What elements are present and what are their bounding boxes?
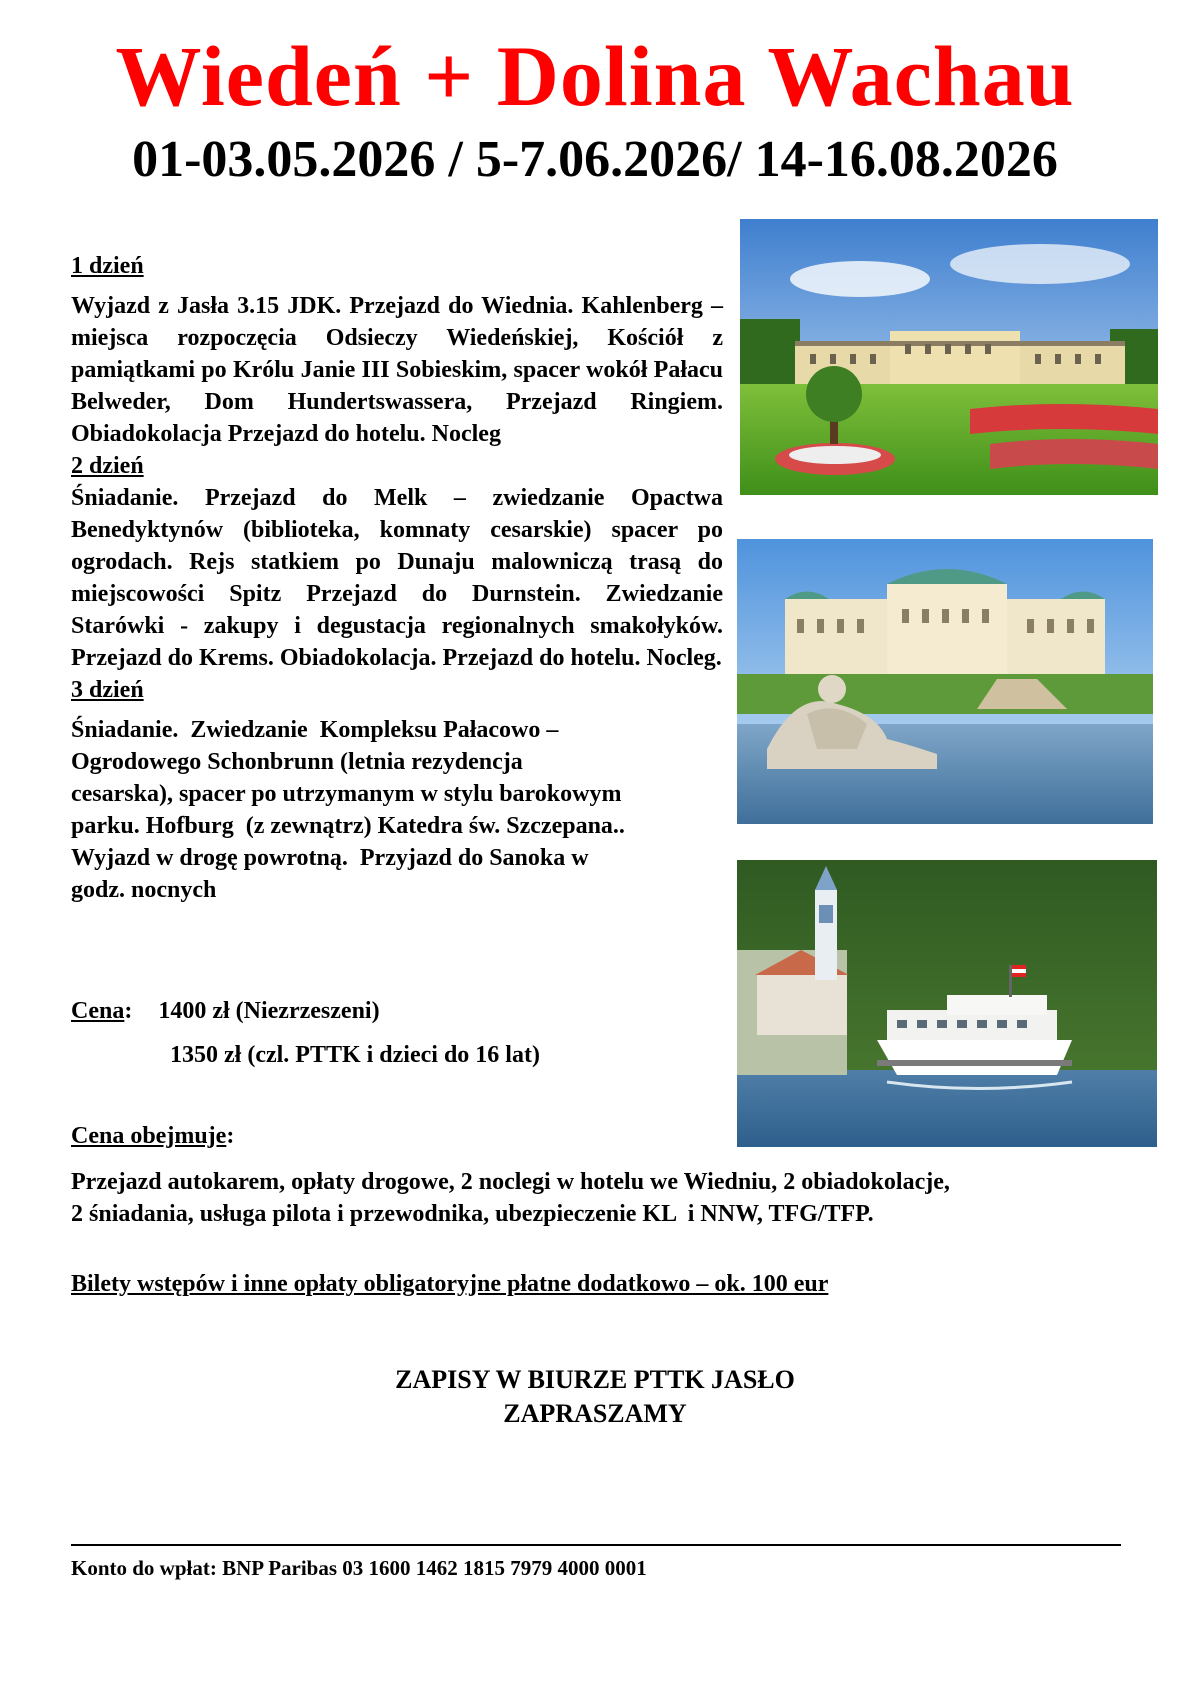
day-2-heading: 2 dzień	[71, 453, 144, 479]
day-1-heading: 1 dzień	[71, 253, 144, 279]
itinerary	[71, 250, 723, 906]
belvedere-fountain-photo	[737, 539, 1153, 824]
extra-fees-note: Bilety wstępów i inne opłaty obligatoryjne płatne dodatkowo – ok. 100 eur	[71, 1271, 829, 1297]
day-1-description: Wyjazd z Jasła 3.15 JDK. Przejazd do Wiednia. Kahlenberg – miejsca rozpoczęcia Odsieczy Wiedeńskiej, Kościół z pamiątkami po Królu Janie III Sobieskim, spacer wokół Pałacu Belweder, Dom Hundertswassera, Przejazd Ringiem. Obiadokolacja Przejazd do hotelu. Nocleg	[71, 293, 723, 447]
includes-line: 2 śniadania, usługa pilota i przewodnika, ubezpieczenie KL i NNW, TFG/TFP.	[71, 1201, 874, 1227]
palace-garden-photo	[740, 219, 1158, 495]
day-3-line: parku. Hofburg (z zewnątrz) Katedra św. Szczepana..	[71, 813, 625, 839]
price-label: Cena	[71, 998, 125, 1024]
includes-colon: :	[226, 1123, 235, 1149]
signup-block	[0, 1363, 1190, 1431]
includes-label: Cena obejmuje	[71, 1123, 227, 1149]
price-regular: 1400 zł (Niezrzeszeni)	[158, 998, 380, 1024]
invite-line: ZAPRASZAMY	[503, 1399, 687, 1428]
danube-ship-photo	[737, 860, 1157, 1147]
day-3-line: Śniadanie. Zwiedzanie Kompleksu Pałacowo –	[71, 717, 559, 743]
day-3-line: godz. nocnych	[71, 877, 217, 903]
bank-account: Konto do wpłat: BNP Paribas 03 1600 1462 1815 7979 4000 0001	[71, 1556, 647, 1580]
day-3-line: Ogrodowego Schonbrunn (letnia rezydencja	[71, 749, 523, 775]
trip-dates: 01-03.05.2026 / 5-7.06.2026/ 14-16.08.2026	[132, 131, 1058, 188]
day-3-line: Wyjazd w drogę powrotną. Przyjazd do Sanoka w	[71, 845, 589, 871]
price-reduced: 1350 zł (czl. PTTK i dzieci do 16 lat)	[170, 1042, 540, 1068]
includes-line: Przejazd autokarem, opłaty drogowe, 2 noclegi w hotelu we Wiedniu, 2 obiadokolacje,	[71, 1169, 950, 1195]
day-3-line: cesarska), spacer po utrzymanym w stylu barokowym	[71, 781, 622, 807]
price-regular-row	[71, 995, 380, 1027]
day-2-description: Śniadanie. Przejazd do Melk – zwiedzanie Opactwa Benedyktynów (biblioteka, komnaty cesarskie) spacer po ogrodach. Rejs statkiem po Dunaju malowniczą trasą do miejscowości Spitz Przejazd do Durnstein. Zwiedzanie Starówki - zakupy i degustacja regionalnych smakołyków. Przejazd do Krems. Obiadokolacja. Przejazd do hotelu. Nocleg.	[71, 485, 723, 671]
signup-line: ZAPISY W BIURZE PTTK JASŁO	[395, 1365, 795, 1394]
includes-text	[71, 1166, 1131, 1230]
price-colon: :	[124, 998, 133, 1024]
page-title: Wiedeń + Dolina Wachau	[115, 28, 1075, 124]
footer-divider	[71, 1544, 1121, 1546]
includes-heading	[71, 1120, 234, 1152]
day-3-heading: 3 dzień	[71, 677, 144, 703]
